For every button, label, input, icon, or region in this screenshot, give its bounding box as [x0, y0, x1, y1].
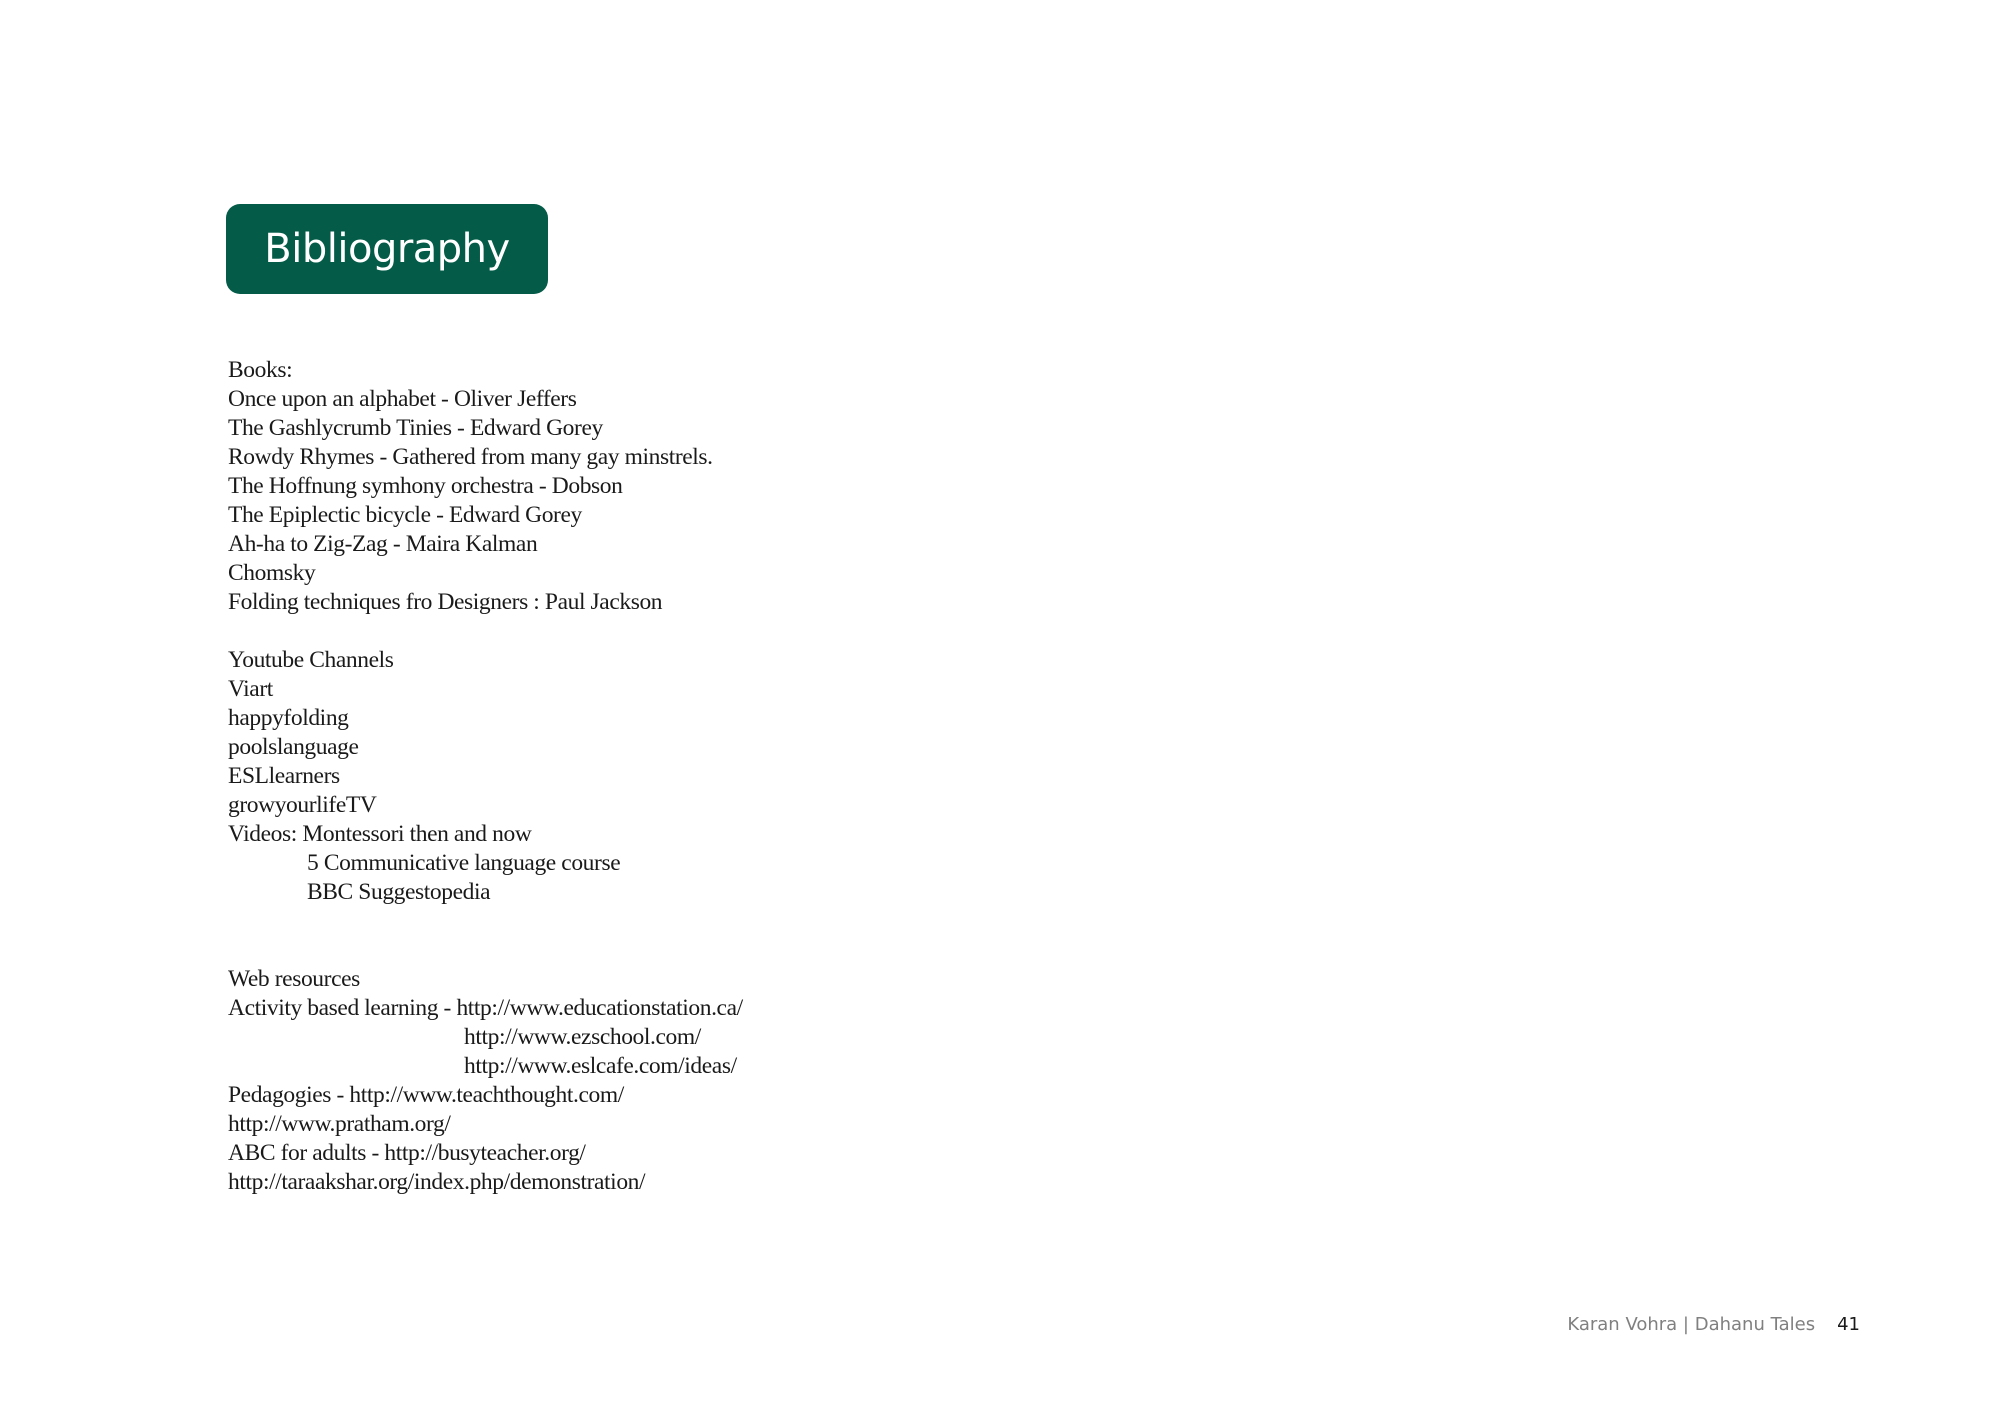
title-banner — [226, 204, 548, 294]
book-item: Rowdy Rhymes - Gathered from many gay minstrels. — [228, 444, 713, 470]
youtube-channel: ESLlearners — [228, 763, 340, 789]
videos-label: Videos: Montessori then and now — [228, 821, 532, 847]
page-footer — [1567, 1314, 1860, 1335]
book-item: Folding techniques fro Designers : Paul Jackson — [228, 589, 663, 615]
book-item: Chomsky — [228, 560, 316, 586]
page-title: Bibliography — [264, 226, 510, 272]
video-item: BBC Suggestopedia — [307, 879, 491, 905]
web-resource-activity: Activity based learning - http://www.educationstation.ca/ — [228, 995, 743, 1021]
book-item: The Hoffnung symhony orchestra - Dobson — [228, 473, 623, 499]
youtube-channel: happyfolding — [228, 705, 349, 731]
web-resource-abc: ABC for adults - http://busyteacher.org/ — [228, 1140, 586, 1166]
footer-credit: Karan Vohra | Dahanu Tales — [1567, 1314, 1816, 1335]
books-heading: Books: — [228, 357, 293, 383]
web-heading: Web resources — [228, 966, 360, 992]
web-resource-url: http://taraakshar.org/index.php/demonstration/ — [228, 1169, 646, 1195]
web-resource-url: http://www.eslcafe.com/ideas/ — [464, 1053, 737, 1079]
page-number: 41 — [1837, 1314, 1860, 1335]
youtube-heading: Youtube Channels — [228, 647, 394, 673]
book-item: The Epiplectic bicycle - Edward Gorey — [228, 502, 582, 528]
book-item: Once upon an alphabet - Oliver Jeffers — [228, 386, 577, 412]
video-item: 5 Communicative language course — [307, 850, 621, 876]
youtube-channel: poolslanguage — [228, 734, 359, 760]
web-resource-url: http://www.pratham.org/ — [228, 1111, 451, 1137]
youtube-channel: Viart — [228, 676, 273, 702]
web-resource-pedagogies: Pedagogies - http://www.teachthought.com/ — [228, 1082, 624, 1108]
web-resource-url: http://www.ezschool.com/ — [464, 1024, 701, 1050]
book-item: Ah-ha to Zig-Zag - Maira Kalman — [228, 531, 538, 557]
bibliography-content — [228, 356, 1128, 1197]
book-item: The Gashlycrumb Tinies - Edward Gorey — [228, 415, 603, 441]
youtube-channel: growyourlifeTV — [228, 792, 377, 818]
